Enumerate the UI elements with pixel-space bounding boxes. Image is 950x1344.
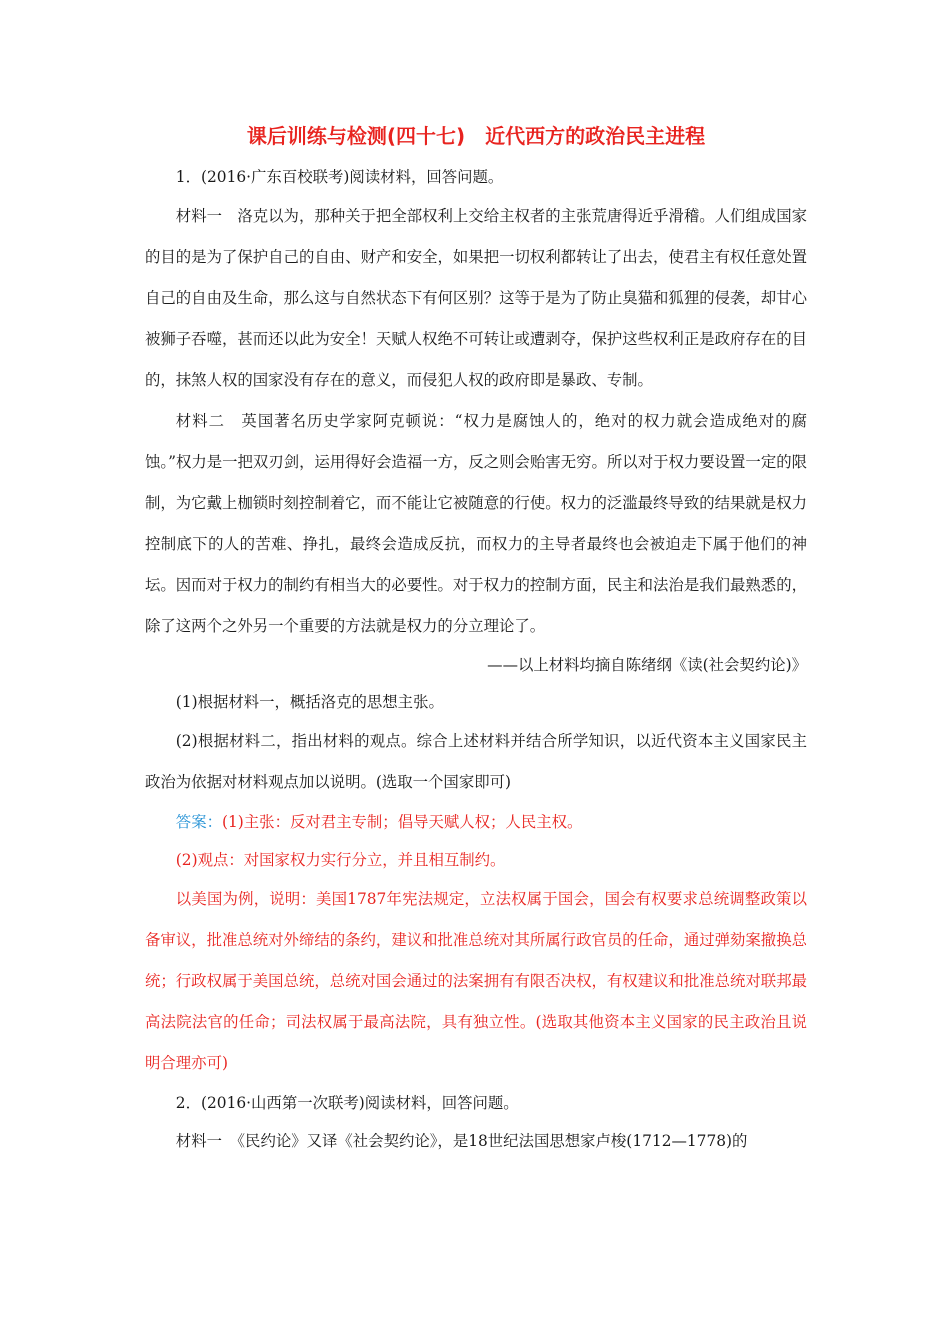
document-page: [145, 118, 807, 1160]
question-1-subquestion-1: (1)根据材料一，概括洛克的思想主张。: [175, 693, 444, 711]
answer-3: 以美国为例，说明：美国1787年宪法规定，立法权属于国会，国会有权要求总统调整政策以备审议，批准总统对外缔结的条约，建议和批准总统对其所属行政官员的任命，通过弹劾案撤换总统；行政权属于美国总统，总统对国会通过的法案拥有有限否决权，有权建议和批准总统对联邦最高法院法官的任命；司法权属于最高法院，具有独立性。(选取其他资本主义国家的民主政治且说明合理亦可): [145, 890, 807, 1072]
question-2-material-1: 材料一 《民约论》又译《社会契约论》，是18世纪法国思想家卢梭(1712—1778)的: [175, 1132, 748, 1150]
answer-1: [145, 803, 807, 841]
answer-1-text: (1)主张：反对君主专制；倡导天赋人权；人民主权。: [221, 813, 583, 831]
answer-2: (2)观点：对国家权力实行分立，并且相互制约。: [175, 851, 506, 869]
material-source-citation: ——以上材料均摘自陈绪纲《读(社会契约论)》: [487, 656, 807, 674]
answer-label: 答案：: [175, 813, 222, 831]
question-1-material-1: 材料一 洛克以为，那种关于把全部权利上交给主权者的主张荒唐得近乎滑稽。人们组成国家的目的是为了保护自己的自由、财产和安全，如果把一切权利都转让了出去，使君主有权任意处置自己的自由及生命，那么这与自然状态下有何区别？这等于是为了防止臭猫和狐狸的侵袭，却甘心被狮子吞噬，甚而还以此为安全！天赋人权绝不可转让或遭剥夺，保护这些权利正是政府存在的目的，抹煞人权的国家没有存在的意义，而侵犯人权的政府即是暴政、专制。: [145, 207, 807, 389]
question-1-material-2: 材料二 英国著名历史学家阿克顿说：“权力是腐蚀人的，绝对的权力就会造成绝对的腐蚀。”权力是一把双刃剑，运用得好会造福一方，反之则会贻害无穷。所以对于权力要设置一定的限制，为它戴上枷锁时刻控制着它，而不能让它被随意的行使。权力的泛滥最终导致的结果就是权力控制底下的人的苦难、挣扎，最终会造成反抗，而权力的主导者最终也会被迫走下属于他们的神坛。因而对于权力的制约有相当大的必要性。对于权力的控制方面，民主和法治是我们最熟悉的，除了这两个之外另一个重要的方法就是权力的分立理论了。: [145, 412, 807, 635]
question-1-subquestion-2: (2)根据材料二，指出材料的观点。综合上述材料并结合所学知识，以近代资本主义国家民主政治为依据对材料观点加以说明。(选取一个国家即可): [145, 732, 807, 791]
question-1-heading: 1．(2016·广东百校联考)阅读材料，回答问题。: [175, 168, 504, 186]
page-title: 课后训练与检测(四十七) 近代西方的政治民主进程: [246, 124, 706, 148]
question-2-heading: 2．(2016·山西第一次联考)阅读材料，回答问题。: [175, 1094, 519, 1112]
